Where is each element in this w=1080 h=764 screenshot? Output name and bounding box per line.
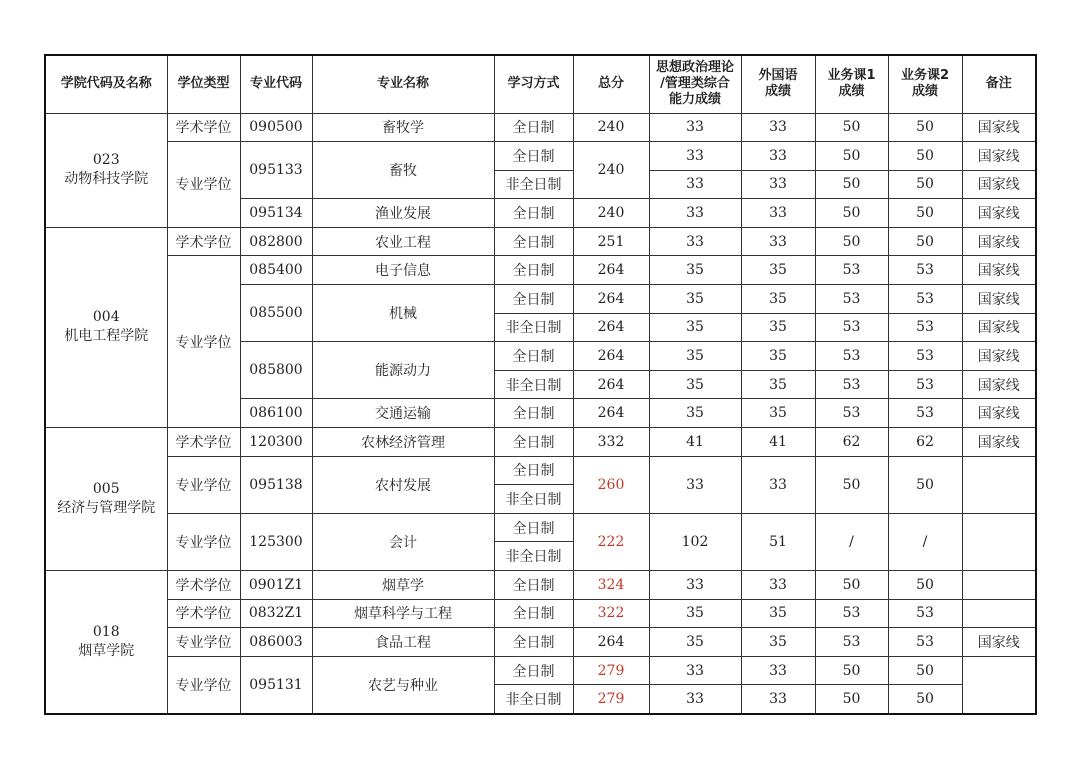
total-score: 264: [573, 370, 649, 399]
table-row: [45, 571, 1036, 600]
remark: [962, 513, 1036, 570]
table-row: [45, 656, 1036, 685]
remark: 国家线: [962, 227, 1036, 256]
table-row: [45, 142, 1036, 171]
foreign-score: 35: [741, 628, 815, 657]
header-major-name: 专业名称: [312, 55, 494, 113]
politics-score: 33: [649, 199, 741, 228]
study-mode: 全日制: [494, 456, 573, 485]
major-name: 交通运输: [312, 399, 494, 428]
college-cell: [45, 428, 167, 571]
course2-score: 50: [888, 142, 962, 171]
remark: [962, 456, 1036, 513]
major-code: 090500: [240, 113, 312, 142]
college-code: 004: [92, 309, 120, 326]
degree-type: 学术学位: [167, 571, 240, 600]
course2-score: 50: [888, 199, 962, 228]
total-score: 222: [573, 513, 649, 570]
politics-score: 33: [649, 456, 741, 513]
foreign-score: 35: [741, 599, 815, 628]
total-score: 240: [573, 113, 649, 142]
study-mode: 全日制: [494, 571, 573, 600]
course2-score: 53: [888, 285, 962, 314]
total-score: 264: [573, 256, 649, 285]
major-name: 农业工程: [312, 227, 494, 256]
course2-score: 62: [888, 428, 962, 457]
table-row: [45, 599, 1036, 628]
course1-score: 50: [815, 656, 888, 685]
header-study-mode: 学习方式: [494, 55, 573, 113]
college-code: 018: [92, 623, 120, 640]
course2-score: 53: [888, 628, 962, 657]
politics-score: 33: [649, 656, 741, 685]
course1-score: 53: [815, 256, 888, 285]
degree-type: 专业学位: [167, 256, 240, 428]
major-code: 095133: [240, 142, 312, 199]
politics-score: 35: [649, 313, 741, 342]
major-name: 农村发展: [312, 456, 494, 513]
foreign-score: 35: [741, 256, 815, 285]
course1-score: 50: [815, 199, 888, 228]
major-code: 125300: [240, 513, 312, 570]
degree-type: 学术学位: [167, 227, 240, 256]
major-code: 095138: [240, 456, 312, 513]
total-score: 240: [573, 199, 649, 228]
remark: 国家线: [962, 428, 1036, 457]
course1-score: 53: [815, 370, 888, 399]
course1-score: 53: [815, 628, 888, 657]
foreign-score: 35: [741, 370, 815, 399]
course1-score: 53: [815, 599, 888, 628]
course2-score: 53: [888, 599, 962, 628]
header-college: 学院代码及名称: [45, 55, 167, 113]
total-score: 322: [573, 599, 649, 628]
remark: [962, 599, 1036, 628]
total-score: 264: [573, 628, 649, 657]
course1-score: 62: [815, 428, 888, 457]
remark: 国家线: [962, 399, 1036, 428]
total-score: 251: [573, 227, 649, 256]
total-score: 279: [573, 656, 649, 685]
degree-type: 专业学位: [167, 142, 240, 228]
foreign-score: 33: [741, 656, 815, 685]
table-row: [45, 113, 1036, 142]
major-code: 095134: [240, 199, 312, 228]
foreign-score: 33: [741, 199, 815, 228]
study-mode: 非全日制: [494, 685, 573, 714]
table-row: [45, 227, 1036, 256]
foreign-score: 33: [741, 571, 815, 600]
course1-score: 50: [815, 170, 888, 199]
foreign-score: 51: [741, 513, 815, 570]
foreign-score: 33: [741, 113, 815, 142]
college-code: 023: [92, 152, 120, 169]
politics-score: 35: [649, 256, 741, 285]
degree-type: 专业学位: [167, 513, 240, 570]
course2-score: 53: [888, 370, 962, 399]
course1-score: 53: [815, 399, 888, 428]
table-row: [45, 428, 1036, 457]
major-name: 机械: [312, 285, 494, 342]
header-politics-line3: 能力成绩: [668, 92, 721, 108]
total-score: 264: [573, 285, 649, 314]
course2-score: 50: [888, 685, 962, 714]
study-mode: 全日制: [494, 113, 573, 142]
remark: 国家线: [962, 342, 1036, 371]
politics-score: 33: [649, 571, 741, 600]
remark: 国家线: [962, 285, 1036, 314]
header-foreign-line2: 成绩: [764, 84, 791, 100]
remark: 国家线: [962, 142, 1036, 171]
foreign-score: 35: [741, 342, 815, 371]
politics-score: 102: [649, 513, 741, 570]
course1-score: 50: [815, 571, 888, 600]
degree-type: 专业学位: [167, 656, 240, 714]
course1-score: 50: [815, 142, 888, 171]
course1-score: 50: [815, 113, 888, 142]
study-mode: 全日制: [494, 256, 573, 285]
header-foreign: [741, 55, 815, 113]
course1-score: 53: [815, 313, 888, 342]
study-mode: 非全日制: [494, 485, 573, 514]
politics-score: 35: [649, 370, 741, 399]
college-name: 机电工程学院: [64, 328, 149, 345]
foreign-score: 33: [741, 142, 815, 171]
foreign-score: 33: [741, 685, 815, 714]
foreign-score: 41: [741, 428, 815, 457]
degree-type: 学术学位: [167, 113, 240, 142]
major-code: 085400: [240, 256, 312, 285]
study-mode: 非全日制: [494, 542, 573, 571]
course1-score: 53: [815, 285, 888, 314]
foreign-score: 35: [741, 399, 815, 428]
remark: 国家线: [962, 199, 1036, 228]
study-mode: 全日制: [494, 399, 573, 428]
total-score: 332: [573, 428, 649, 457]
politics-score: 35: [649, 628, 741, 657]
major-name: 食品工程: [312, 628, 494, 657]
header-total: 总分: [573, 55, 649, 113]
college-code: 005: [92, 481, 120, 498]
score-table: [44, 54, 1037, 715]
study-mode: 全日制: [494, 227, 573, 256]
header-course1: [815, 55, 888, 113]
course1-score: 50: [815, 227, 888, 256]
total-score: 279: [573, 685, 649, 714]
foreign-score: 33: [741, 170, 815, 199]
major-code: 120300: [240, 428, 312, 457]
politics-score: 33: [649, 170, 741, 199]
header-course2: [888, 55, 962, 113]
college-cell: [45, 571, 167, 714]
degree-type: 专业学位: [167, 628, 240, 657]
total-score: 260: [573, 456, 649, 513]
major-code: 085500: [240, 285, 312, 342]
remark: [962, 571, 1036, 600]
table-row: [45, 513, 1036, 542]
college-name: 动物科技学院: [64, 171, 149, 188]
header-major-code: 专业代码: [240, 55, 312, 113]
degree-type: 专业学位: [167, 456, 240, 513]
remark: 国家线: [962, 628, 1036, 657]
course2-score: 50: [888, 656, 962, 685]
study-mode: 非全日制: [494, 170, 573, 199]
header-degree-type: 学位类型: [167, 55, 240, 113]
major-code: 085800: [240, 342, 312, 399]
major-code: 086003: [240, 628, 312, 657]
total-score: 240: [573, 142, 649, 199]
major-code: 095131: [240, 656, 312, 714]
foreign-score: 33: [741, 456, 815, 513]
study-mode: 全日制: [494, 428, 573, 457]
course2-score: 53: [888, 256, 962, 285]
politics-score: 35: [649, 342, 741, 371]
major-name: 渔业发展: [312, 199, 494, 228]
course2-score: 50: [888, 571, 962, 600]
major-name: 烟草学: [312, 571, 494, 600]
remark: 国家线: [962, 256, 1036, 285]
politics-score: 33: [649, 113, 741, 142]
major-name: 农艺与种业: [312, 656, 494, 714]
course2-score: 53: [888, 399, 962, 428]
study-mode: 全日制: [494, 628, 573, 657]
study-mode: 全日制: [494, 199, 573, 228]
major-name: 畜牧学: [312, 113, 494, 142]
major-code: 082800: [240, 227, 312, 256]
remark: [962, 656, 1036, 714]
degree-type: 学术学位: [167, 428, 240, 457]
major-name: 电子信息: [312, 256, 494, 285]
politics-score: 35: [649, 399, 741, 428]
major-code: 0832Z1: [240, 599, 312, 628]
college-name: 经济与管理学院: [57, 500, 156, 517]
header-politics-line1: 思想政治理论: [655, 60, 734, 76]
politics-score: 35: [649, 285, 741, 314]
header-foreign-line1: 外国语: [758, 68, 798, 84]
header-politics: [649, 55, 741, 113]
study-mode: 非全日制: [494, 313, 573, 342]
remark: 国家线: [962, 370, 1036, 399]
table-row: [45, 456, 1036, 485]
college-cell: [45, 227, 167, 427]
total-score: 324: [573, 571, 649, 600]
total-score: 264: [573, 399, 649, 428]
study-mode: 全日制: [494, 513, 573, 542]
study-mode: 全日制: [494, 285, 573, 314]
college-cell: [45, 113, 167, 227]
politics-score: 33: [649, 227, 741, 256]
total-score: 264: [573, 313, 649, 342]
header-course2-line2: 成绩: [911, 84, 938, 100]
major-name: 能源动力: [312, 342, 494, 399]
study-mode: 非全日制: [494, 370, 573, 399]
header-course2-line1: 业务课2: [900, 68, 950, 84]
politics-score: 33: [649, 685, 741, 714]
major-name: 烟草科学与工程: [312, 599, 494, 628]
header-course1-line2: 成绩: [838, 84, 865, 100]
study-mode: 全日制: [494, 599, 573, 628]
total-score: 264: [573, 342, 649, 371]
header-course1-line1: 业务课1: [827, 68, 876, 84]
course2-score: 50: [888, 456, 962, 513]
major-name: 农林经济管理: [312, 428, 494, 457]
header-remark: 备注: [962, 55, 1036, 113]
remark: 国家线: [962, 313, 1036, 342]
table-row: [45, 256, 1036, 285]
major-code: 0901Z1: [240, 571, 312, 600]
study-mode: 全日制: [494, 656, 573, 685]
major-code: 086100: [240, 399, 312, 428]
course1-score: 53: [815, 342, 888, 371]
course2-score: 53: [888, 313, 962, 342]
degree-type: 学术学位: [167, 599, 240, 628]
study-mode: 全日制: [494, 142, 573, 171]
course1-score: 50: [815, 685, 888, 714]
table-row: [45, 628, 1036, 657]
foreign-score: 35: [741, 313, 815, 342]
college-name: 烟草学院: [78, 642, 135, 659]
header-row: [45, 55, 1036, 113]
course2-score: 50: [888, 170, 962, 199]
course1-score: /: [815, 513, 888, 570]
course2-score: 50: [888, 113, 962, 142]
course2-score: /: [888, 513, 962, 570]
major-name: 会计: [312, 513, 494, 570]
remark: 国家线: [962, 170, 1036, 199]
course2-score: 53: [888, 342, 962, 371]
remark: 国家线: [962, 113, 1036, 142]
course2-score: 50: [888, 227, 962, 256]
major-name: 畜牧: [312, 142, 494, 199]
study-mode: 全日制: [494, 342, 573, 371]
header-politics-line2: /管理类综合: [660, 76, 730, 92]
foreign-score: 35: [741, 285, 815, 314]
politics-score: 41: [649, 428, 741, 457]
course1-score: 50: [815, 456, 888, 513]
foreign-score: 33: [741, 227, 815, 256]
politics-score: 35: [649, 599, 741, 628]
politics-score: 33: [649, 142, 741, 171]
